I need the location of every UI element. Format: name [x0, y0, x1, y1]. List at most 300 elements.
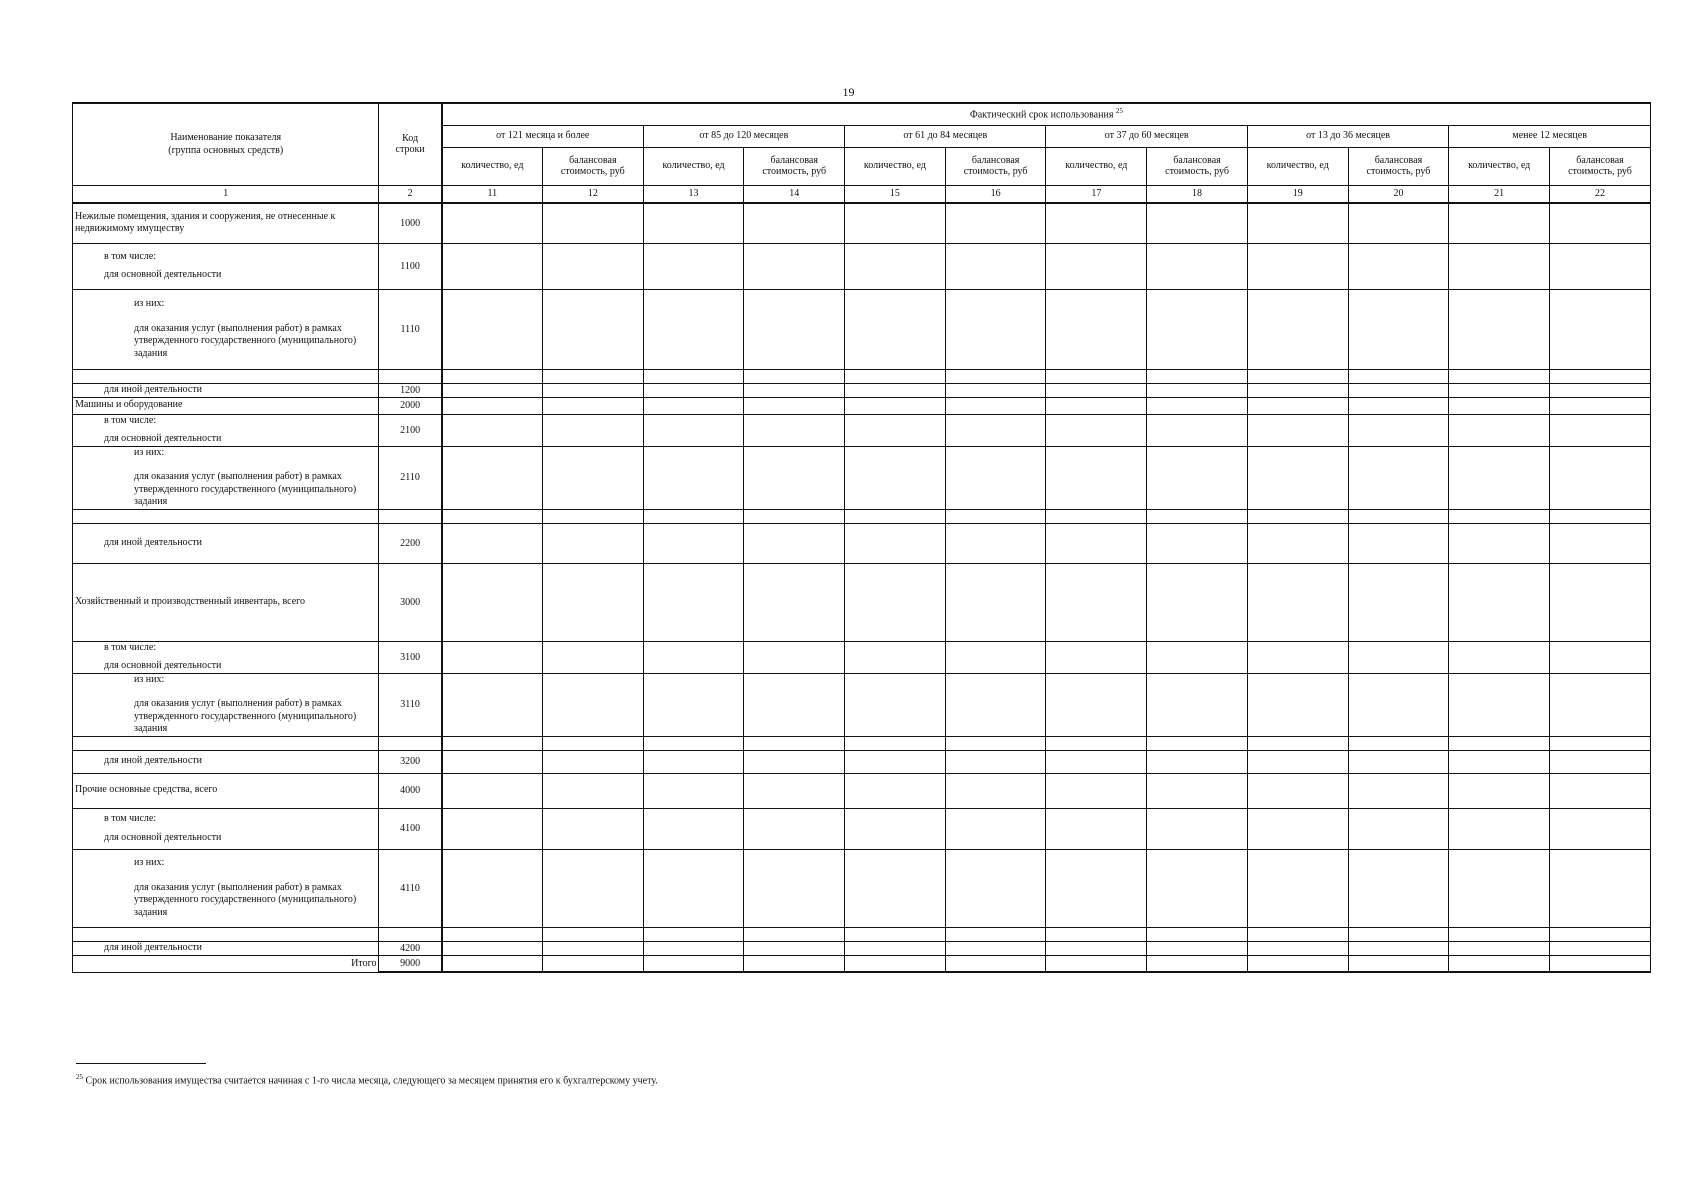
header-qty-5: количество, ед: [1247, 147, 1348, 185]
value-cell[interactable]: [1348, 808, 1449, 849]
empty-cell: [845, 369, 946, 383]
value-cell[interactable]: [442, 289, 543, 369]
value-cell[interactable]: [1348, 383, 1449, 397]
value-cell[interactable]: [945, 523, 1046, 563]
value-cell[interactable]: [845, 243, 946, 289]
value-cell[interactable]: [1247, 397, 1348, 414]
value-cell[interactable]: [442, 941, 543, 955]
value-cell[interactable]: [442, 563, 543, 641]
value-cell[interactable]: [1147, 849, 1248, 927]
total-row: [73, 955, 1651, 972]
empty-cell: [1046, 369, 1147, 383]
value-cell[interactable]: [1247, 750, 1348, 773]
empty-cell: [1348, 369, 1449, 383]
empty-cell: [744, 927, 845, 941]
value-cell[interactable]: [1550, 849, 1651, 927]
row-name: [73, 289, 379, 369]
empty-cell: [1247, 509, 1348, 523]
value-cell[interactable]: [744, 383, 845, 397]
empty-cell: [1550, 369, 1651, 383]
value-cell[interactable]: [1449, 383, 1550, 397]
header-period-2: от 85 до 120 месяцев: [643, 125, 844, 147]
column-number-2: 2: [379, 185, 442, 203]
empty-cell: [73, 509, 379, 523]
table-row: [73, 289, 1651, 369]
value-cell[interactable]: [442, 243, 543, 289]
value-cell[interactable]: [542, 750, 643, 773]
value-cell[interactable]: [1046, 673, 1147, 736]
value-cell[interactable]: [744, 414, 845, 446]
empty-cell: [1348, 736, 1449, 750]
value-cell[interactable]: [643, 641, 744, 673]
value-cell[interactable]: [542, 641, 643, 673]
value-cell[interactable]: [945, 673, 1046, 736]
value-cell[interactable]: [845, 383, 946, 397]
column-number-11: 11: [442, 185, 543, 203]
value-cell[interactable]: [1046, 773, 1147, 808]
empty-cell: [1348, 509, 1449, 523]
header-value-line-2: стоимость, руб: [963, 166, 1028, 177]
empty-cell: [1550, 736, 1651, 750]
value-cell[interactable]: [1046, 383, 1147, 397]
value-cell[interactable]: [1247, 563, 1348, 641]
row-name-prefix: из них:: [134, 298, 165, 309]
table-row: [73, 243, 1651, 289]
value-cell[interactable]: [1046, 289, 1147, 369]
row-code: 1110: [379, 289, 442, 369]
table-row: [73, 397, 1651, 414]
total-value-cell[interactable]: [1046, 955, 1147, 972]
value-cell[interactable]: [643, 383, 744, 397]
value-cell[interactable]: [1147, 773, 1248, 808]
value-cell[interactable]: [1247, 203, 1348, 243]
value-cell[interactable]: [1147, 673, 1248, 736]
value-cell[interactable]: [643, 397, 744, 414]
column-number-20: 20: [1348, 185, 1449, 203]
value-cell[interactable]: [1348, 397, 1449, 414]
column-number-18: 18: [1147, 185, 1248, 203]
empty-cell: [945, 369, 1046, 383]
column-number-16: 16: [945, 185, 1046, 203]
value-cell[interactable]: [1348, 203, 1449, 243]
value-cell[interactable]: [542, 673, 643, 736]
value-cell[interactable]: [542, 808, 643, 849]
value-cell[interactable]: [1449, 414, 1550, 446]
value-cell[interactable]: [542, 523, 643, 563]
value-cell[interactable]: [1348, 414, 1449, 446]
value-cell[interactable]: [1449, 289, 1550, 369]
table-row: [73, 808, 1651, 849]
value-cell[interactable]: [744, 243, 845, 289]
total-value-cell[interactable]: [1550, 955, 1651, 972]
value-cell[interactable]: [542, 446, 643, 509]
empty-cell: [379, 736, 442, 750]
empty-cell: [542, 369, 643, 383]
value-cell[interactable]: [1449, 563, 1550, 641]
value-cell[interactable]: [1147, 289, 1248, 369]
header-qty-2: количество, ед: [643, 147, 744, 185]
empty-cell: [442, 369, 543, 383]
value-cell[interactable]: [1247, 941, 1348, 955]
header-qty-3: количество, ед: [845, 147, 946, 185]
empty-cell: [442, 509, 543, 523]
value-cell[interactable]: [744, 446, 845, 509]
header-value-4: [1147, 147, 1248, 185]
value-cell[interactable]: [542, 289, 643, 369]
value-cell[interactable]: [744, 808, 845, 849]
value-cell[interactable]: [1247, 446, 1348, 509]
value-cell[interactable]: [643, 773, 744, 808]
row-name: Машины и оборудование: [73, 397, 379, 414]
value-cell[interactable]: [1449, 808, 1550, 849]
value-cell[interactable]: [1247, 641, 1348, 673]
value-cell[interactable]: [643, 203, 744, 243]
value-cell[interactable]: [1348, 289, 1449, 369]
value-cell[interactable]: [542, 849, 643, 927]
row-name-prefix: из них:: [134, 857, 165, 868]
value-cell[interactable]: [1247, 523, 1348, 563]
empty-cell: [845, 927, 946, 941]
value-cell[interactable]: [945, 849, 1046, 927]
value-cell[interactable]: [744, 563, 845, 641]
row-name: [73, 446, 379, 509]
table-row: [73, 446, 1651, 509]
value-cell[interactable]: [1147, 523, 1248, 563]
value-cell[interactable]: [845, 641, 946, 673]
value-cell[interactable]: [1550, 523, 1651, 563]
value-cell[interactable]: [1046, 523, 1147, 563]
value-cell[interactable]: [945, 563, 1046, 641]
value-cell[interactable]: [643, 446, 744, 509]
row-name-text: для оказания услуг (выполнения работ) в рамках утвержденного государственного (муниципального) задания: [134, 698, 357, 734]
value-cell[interactable]: [1046, 446, 1147, 509]
total-value-cell[interactable]: [945, 955, 1046, 972]
value-cell[interactable]: [1247, 773, 1348, 808]
value-cell[interactable]: [1449, 243, 1550, 289]
header-value-line-2: стоимость, руб: [1165, 166, 1229, 177]
value-cell[interactable]: [945, 750, 1046, 773]
value-cell[interactable]: [1147, 641, 1248, 673]
row-name: Нежилые помещения, здания и сооружения, не отнесенные к недвижимому имуществу: [73, 203, 379, 243]
value-cell[interactable]: [1348, 446, 1449, 509]
value-cell[interactable]: [744, 203, 845, 243]
empty-cell: [73, 369, 379, 383]
value-cell[interactable]: [945, 414, 1046, 446]
value-cell[interactable]: [945, 941, 1046, 955]
value-cell[interactable]: [1046, 397, 1147, 414]
value-cell[interactable]: [1247, 673, 1348, 736]
value-cell[interactable]: [845, 941, 946, 955]
value-cell[interactable]: [1449, 673, 1550, 736]
row-name: [73, 808, 379, 849]
total-value-cell[interactable]: [744, 955, 845, 972]
value-cell[interactable]: [643, 808, 744, 849]
total-value-cell[interactable]: [442, 955, 543, 972]
value-cell[interactable]: [845, 563, 946, 641]
value-cell[interactable]: [643, 243, 744, 289]
header-value-line-1: балансовая: [1173, 154, 1221, 166]
row-code: 2000: [379, 397, 442, 414]
value-cell[interactable]: [442, 414, 543, 446]
value-cell[interactable]: [744, 289, 845, 369]
value-cell[interactable]: [1247, 243, 1348, 289]
value-cell[interactable]: [1449, 203, 1550, 243]
column-number-22: 22: [1550, 185, 1651, 203]
value-cell[interactable]: [1147, 808, 1248, 849]
value-cell[interactable]: [1348, 849, 1449, 927]
value-cell[interactable]: [945, 243, 1046, 289]
value-cell[interactable]: [1550, 641, 1651, 673]
table-row: [73, 383, 1651, 397]
value-cell[interactable]: [542, 203, 643, 243]
empty-cell: [845, 736, 946, 750]
value-cell[interactable]: [442, 673, 543, 736]
total-value-cell[interactable]: [1247, 955, 1348, 972]
value-cell[interactable]: [1348, 941, 1449, 955]
value-cell[interactable]: [1247, 414, 1348, 446]
value-cell[interactable]: [744, 641, 845, 673]
value-cell[interactable]: [744, 941, 845, 955]
column-number-13: 13: [643, 185, 744, 203]
row-name-prefix: в том числе:: [104, 813, 157, 824]
value-cell[interactable]: [1046, 243, 1147, 289]
value-cell[interactable]: [1147, 414, 1248, 446]
fixed-assets-useful-life-table: [72, 102, 1651, 973]
empty-cell: [542, 509, 643, 523]
value-cell[interactable]: [542, 383, 643, 397]
spacer-row: [73, 736, 1651, 750]
row-code: 3110: [379, 673, 442, 736]
value-cell[interactable]: [1550, 808, 1651, 849]
value-cell[interactable]: [1550, 446, 1651, 509]
value-cell[interactable]: [744, 773, 845, 808]
value-cell[interactable]: [744, 750, 845, 773]
row-name-prefix: из них:: [134, 673, 165, 685]
row-name-text: для оказания услуг (выполнения работ) в рамках утвержденного государственного (муниципального) задания: [134, 881, 357, 918]
value-cell[interactable]: [945, 397, 1046, 414]
value-cell[interactable]: [643, 289, 744, 369]
value-cell[interactable]: [442, 773, 543, 808]
value-cell[interactable]: [1449, 523, 1550, 563]
value-cell[interactable]: [1449, 641, 1550, 673]
column-number-17: 17: [1046, 185, 1147, 203]
row-code: 2100: [379, 414, 442, 446]
value-cell[interactable]: [1550, 243, 1651, 289]
value-cell[interactable]: [945, 289, 1046, 369]
value-cell[interactable]: [1247, 289, 1348, 369]
value-cell[interactable]: [945, 773, 1046, 808]
value-cell[interactable]: [643, 941, 744, 955]
value-cell[interactable]: [845, 750, 946, 773]
value-cell[interactable]: [542, 563, 643, 641]
value-cell[interactable]: [442, 446, 543, 509]
table-row: [73, 941, 1651, 955]
value-cell[interactable]: [542, 397, 643, 414]
value-cell[interactable]: [1449, 941, 1550, 955]
value-cell[interactable]: [1147, 750, 1248, 773]
value-cell[interactable]: [1046, 941, 1147, 955]
row-code: 2200: [379, 523, 442, 563]
value-cell[interactable]: [1147, 941, 1248, 955]
empty-cell: [945, 736, 1046, 750]
value-cell[interactable]: [442, 641, 543, 673]
value-cell[interactable]: [542, 243, 643, 289]
value-cell[interactable]: [845, 808, 946, 849]
value-cell[interactable]: [643, 523, 744, 563]
value-cell[interactable]: [1046, 849, 1147, 927]
row-name: [73, 673, 379, 736]
value-cell[interactable]: [845, 397, 946, 414]
value-cell[interactable]: [945, 383, 1046, 397]
value-cell[interactable]: [845, 673, 946, 736]
value-cell[interactable]: [442, 523, 543, 563]
value-cell[interactable]: [845, 446, 946, 509]
value-cell[interactable]: [1550, 673, 1651, 736]
value-cell[interactable]: [1550, 203, 1651, 243]
value-cell[interactable]: [1449, 849, 1550, 927]
value-cell[interactable]: [643, 750, 744, 773]
value-cell[interactable]: [845, 523, 946, 563]
row-name-text: для оказания услуг (выполнения работ) в рамках утвержденного государственного (муниципального) задания: [134, 471, 357, 507]
row-name: для иной деятельности: [73, 383, 379, 397]
value-cell[interactable]: [1550, 414, 1651, 446]
total-label: Итого: [73, 955, 379, 972]
value-cell[interactable]: [1046, 808, 1147, 849]
value-cell[interactable]: [945, 808, 1046, 849]
value-cell[interactable]: [945, 203, 1046, 243]
row-name-prefix: из них:: [134, 446, 165, 458]
header-value-line-1: балансовая: [569, 154, 617, 166]
empty-cell: [1449, 927, 1550, 941]
value-cell[interactable]: [1449, 397, 1550, 414]
value-cell[interactable]: [442, 397, 543, 414]
row-name: [73, 849, 379, 927]
row-code: 3200: [379, 750, 442, 773]
value-cell[interactable]: [1449, 773, 1550, 808]
value-cell[interactable]: [442, 383, 543, 397]
value-cell[interactable]: [1550, 563, 1651, 641]
value-cell[interactable]: [1550, 941, 1651, 955]
value-cell[interactable]: [643, 849, 744, 927]
total-value-cell[interactable]: [542, 955, 643, 972]
value-cell[interactable]: [542, 941, 643, 955]
spacer-row: [73, 927, 1651, 941]
row-name-text: для основной деятельности: [104, 433, 222, 444]
value-cell[interactable]: [1247, 849, 1348, 927]
value-cell[interactable]: [643, 414, 744, 446]
value-cell[interactable]: [1147, 563, 1248, 641]
value-cell[interactable]: [1550, 750, 1651, 773]
value-cell[interactable]: [442, 808, 543, 849]
column-number-12: 12: [542, 185, 643, 203]
total-value-cell[interactable]: [1147, 955, 1248, 972]
value-cell[interactable]: [945, 446, 1046, 509]
value-cell[interactable]: [1046, 414, 1147, 446]
value-cell[interactable]: [643, 673, 744, 736]
value-cell[interactable]: [1147, 383, 1248, 397]
row-name: Прочие основные средства, всего: [73, 773, 379, 808]
total-value-cell[interactable]: [845, 955, 946, 972]
value-cell[interactable]: [744, 523, 845, 563]
value-cell[interactable]: [1046, 563, 1147, 641]
value-cell[interactable]: [1348, 673, 1449, 736]
value-cell[interactable]: [542, 773, 643, 808]
empty-cell: [542, 736, 643, 750]
header-name-title: Наименование показателя: [170, 132, 282, 144]
table-row: [73, 414, 1651, 446]
table-row: [73, 203, 1651, 243]
value-cell[interactable]: [442, 750, 543, 773]
row-code: 3000: [379, 563, 442, 641]
value-cell[interactable]: [1247, 383, 1348, 397]
total-value-cell[interactable]: [1348, 955, 1449, 972]
value-cell[interactable]: [845, 203, 946, 243]
column-number-19: 19: [1247, 185, 1348, 203]
table-row: [73, 641, 1651, 673]
header-value-line-2: стоимость, руб: [1366, 166, 1431, 177]
value-cell[interactable]: [845, 773, 946, 808]
total-value-cell[interactable]: [1449, 955, 1550, 972]
value-cell[interactable]: [1449, 750, 1550, 773]
value-cell[interactable]: [542, 414, 643, 446]
value-cell[interactable]: [1348, 641, 1449, 673]
value-cell[interactable]: [1348, 523, 1449, 563]
value-cell[interactable]: [1348, 750, 1449, 773]
empty-cell: [945, 509, 1046, 523]
empty-cell: [1348, 927, 1449, 941]
value-cell[interactable]: [442, 203, 543, 243]
empty-cell: [1449, 369, 1550, 383]
value-cell[interactable]: [1046, 203, 1147, 243]
header-fact-term: [442, 103, 1651, 125]
empty-cell: [1550, 509, 1651, 523]
value-cell[interactable]: [945, 641, 1046, 673]
value-cell[interactable]: [845, 849, 946, 927]
value-cell[interactable]: [1247, 808, 1348, 849]
value-cell[interactable]: [1147, 397, 1248, 414]
value-cell[interactable]: [442, 849, 543, 927]
value-cell[interactable]: [744, 849, 845, 927]
empty-cell: [643, 927, 744, 941]
value-cell[interactable]: [1550, 773, 1651, 808]
value-cell[interactable]: [1046, 750, 1147, 773]
row-name-text: для основной деятельности: [104, 660, 222, 671]
header-value-line-2: стоимость, руб: [560, 166, 625, 177]
value-cell[interactable]: [744, 397, 845, 414]
value-cell[interactable]: [1550, 289, 1651, 369]
header-value-3: [945, 147, 1046, 185]
value-cell[interactable]: [1348, 563, 1449, 641]
value-cell[interactable]: [1550, 397, 1651, 414]
header-value-line-1: балансовая: [1576, 154, 1624, 166]
header-fact-term-label: Фактический срок использования: [969, 109, 1114, 121]
value-cell[interactable]: [845, 414, 946, 446]
value-cell[interactable]: [1147, 203, 1248, 243]
value-cell[interactable]: [1046, 641, 1147, 673]
value-cell[interactable]: [1348, 243, 1449, 289]
value-cell[interactable]: [1449, 446, 1550, 509]
row-code: 4200: [379, 941, 442, 955]
value-cell[interactable]: [1147, 446, 1248, 509]
value-cell[interactable]: [1348, 773, 1449, 808]
value-cell[interactable]: [1550, 383, 1651, 397]
value-cell[interactable]: [744, 673, 845, 736]
total-value-cell[interactable]: [643, 955, 744, 972]
value-cell[interactable]: [643, 563, 744, 641]
footnote: [76, 1073, 658, 1086]
value-cell[interactable]: [1147, 243, 1248, 289]
value-cell[interactable]: [845, 289, 946, 369]
